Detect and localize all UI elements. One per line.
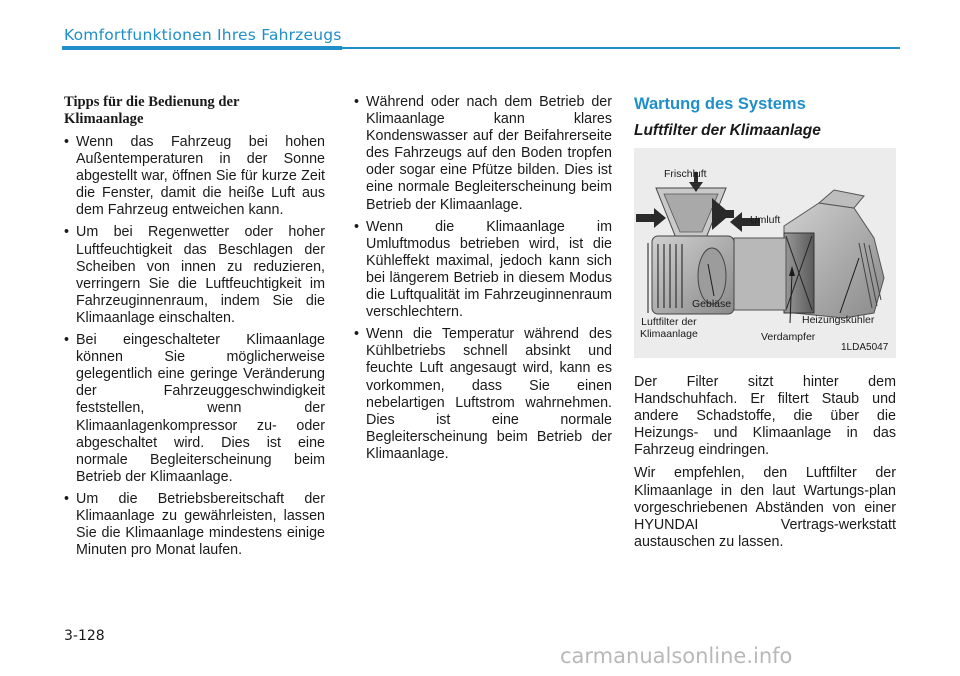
subsection-heading: Luftfilter der Klimaanlage xyxy=(634,122,821,139)
tips-list xyxy=(64,134,325,559)
list-item: • Bei eingeschalteter Klimaanlage können Sie möglicherweise gelegentlich eine geringe Veränderung der Fahrzeuggeschwindigkeit feststellen, wenn der Klimaanlagenkompressor zu- oder abgeschaltet wird. Dies ist eine normale Begleiterscheinung beim Betrieb der Klimaanlage. xyxy=(64,332,325,486)
middle-column xyxy=(354,94,612,468)
label-verdampfer: Verdampfer xyxy=(761,331,816,343)
list-item: • Wenn die Klimaanlage im Umluftmodus betrieben wird, ist die Kühleffekt maximal, jedoch kann sich bei längerem Betrieb in diesem Modus die Luftqualität im Fahrzeuginnenraum verschlechtern. xyxy=(354,219,612,322)
section-heading: Wartung des Systems xyxy=(634,95,806,113)
section-title: Komfortfunktionen Ihres Fahrzeugs xyxy=(64,26,342,44)
air-filter-diagram xyxy=(634,148,896,358)
tips-list-continued xyxy=(354,94,612,463)
watermark: carmanualsonline.info xyxy=(560,644,793,668)
filter-location-paragraph: Der Filter sitzt hinter dem Handschuhfach. Er filtert Staub und andere Schadstoffe, die über die Heizungs- und Klimaanlage in das Fahrzeug eindringen. xyxy=(634,374,896,459)
list-item: • Während oder nach dem Betrieb der Klimaanlage kann klares Kondenswasser auf der Beifahrerseite des Fahrzeugs auf den Boden tropfen oder sogar eine Pfütze bilden. Dies ist eine normale Begleiterscheinung beim Betrieb der Klimaanlage. xyxy=(354,94,612,214)
label-luftfilter: Luftfilter der Klimaanlage xyxy=(640,316,698,340)
header-rule-thick xyxy=(62,46,342,50)
filter-recommendation-paragraph: Wir empfehlen, den Luftfilter der Klimaanlage in den laut Wartungs-plan vorgeschriebenen Abständen von einer HYUNDAI Vertrags-werkstatt austauschen zu lassen. xyxy=(634,465,896,550)
list-item: • Wenn die Temperatur während des Kühlbetriebs schnell absinkt und feuchte Luft angesaugt wird, kann es vorkommen, dass Sie einen nebelartigen Luftstrom wahrnehmen. Dies ist eine normale Begleiterscheinung beim Betrieb der Klimaanlage. xyxy=(354,326,612,463)
list-item: • Um die Betriebsbereitschaft der Klimaanlage zu gewährleisten, lassen Sie die Klimaanlage mindestens einige Minuten pro Monat laufen. xyxy=(64,491,325,559)
label-geblaese: Gebläse xyxy=(692,298,732,310)
tips-heading: Tipps für die Bedienung der Klimaanlage xyxy=(64,94,240,127)
label-heizungskuehler: Heizungskühler xyxy=(802,314,875,326)
label-frischluft: Frischluft xyxy=(664,168,707,180)
page-number: 3-128 xyxy=(64,628,105,644)
list-item: • Wenn das Fahrzeug bei hohen Außentemperaturen in der Sonne abgestellt war, öffnen Sie für kurze Zeit die Fenster, damit die heiße Luft aus dem Fahrzeug entweichen kann. xyxy=(64,134,325,219)
header-rule-thin xyxy=(342,47,900,49)
left-column xyxy=(64,94,325,564)
label-umluft: Umluft xyxy=(750,214,781,226)
list-item: • Um bei Regenwetter oder hoher Luftfeuchtigkeit das Beschlagen der Scheiben von innen zu reduzieren, verringern Sie die Luftfeuchtigkeit im Fahrzeuginnenraum, indem Sie die Klimaanlage einschalten. xyxy=(64,224,325,327)
right-column xyxy=(634,94,896,557)
figure-code: 1LDA5047 xyxy=(841,342,889,353)
